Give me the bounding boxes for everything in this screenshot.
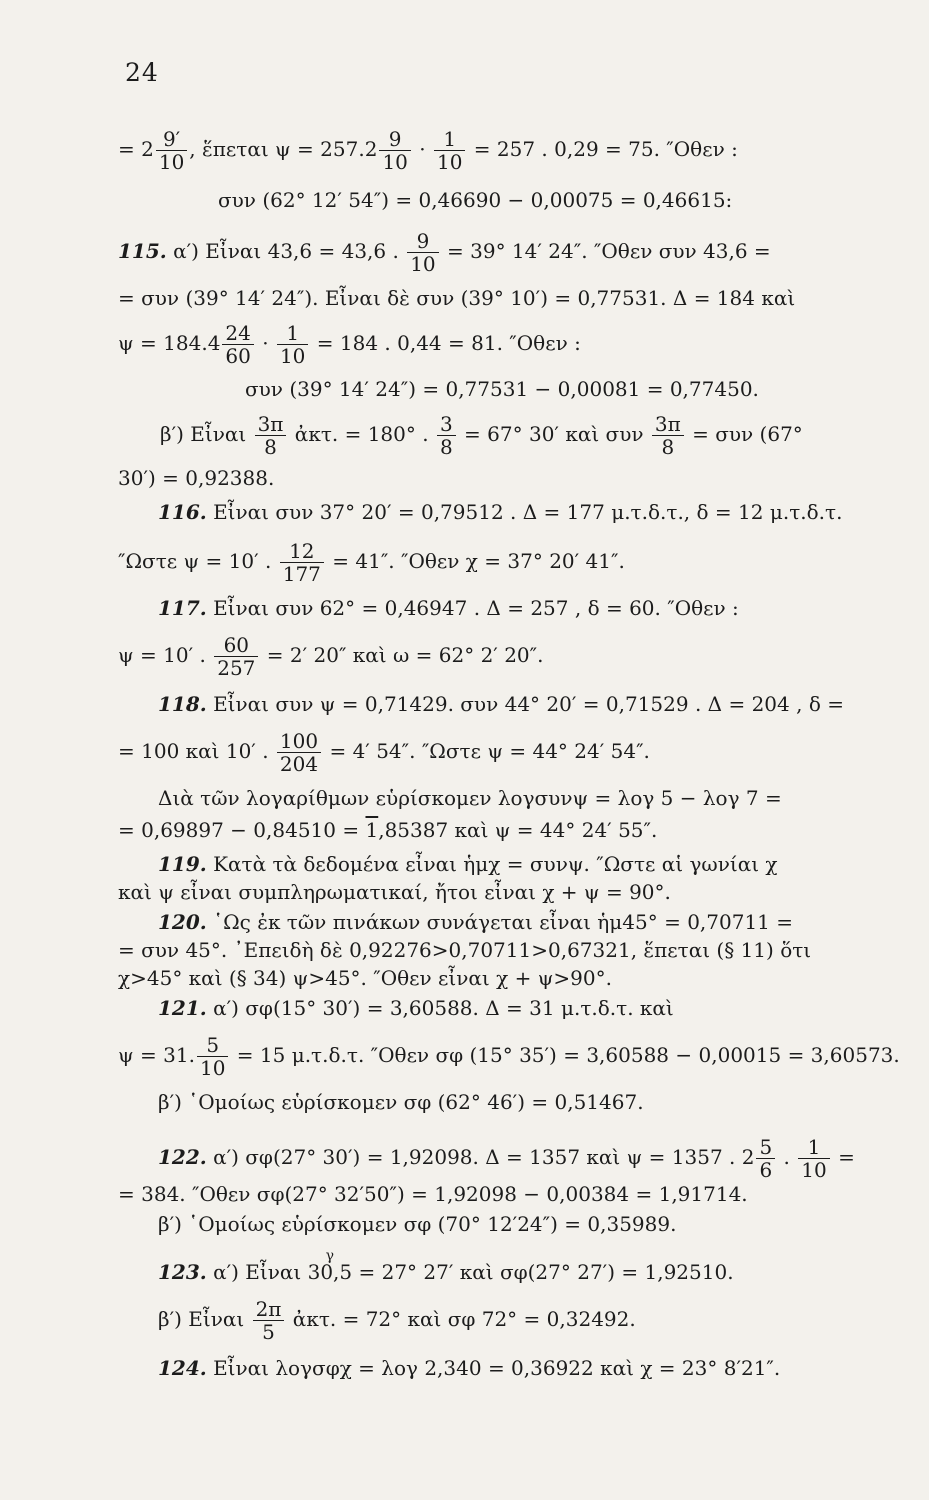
fraction: $\frac{1}{10}$	[434, 128, 465, 173]
fraction: $\frac{5}{6}$	[756, 1136, 775, 1181]
line-16: = 0,69897 − 0,84510 = 1,85387 καὶ ψ = 44° 24′ 55″.	[118, 818, 658, 842]
line-10: ″Ωστε ψ = 10′ . $\frac{12}{177}$ = 41″. ″Οθεν χ = 37° 20′ 41″.	[118, 539, 625, 586]
exercise-number: 118.	[158, 692, 207, 716]
line-21: χ>45° καὶ (§ 34) ψ>45°. ″Οθεν εἶναι χ + ψ>90°.	[118, 966, 612, 990]
line-18: καὶ ψ εἶναι συμπληρωματικαί, ἤτοι εἶναι χ + ψ = 90°.	[118, 880, 671, 904]
line-7: β′) Εἶναι $\frac{3\pi}{8}$ ἀκτ. = 180° . $\frac{3}{8}$ = 67° 30′ καὶ συν $\frac{3\pi}{8}$ = συν (67°	[160, 412, 803, 459]
fraction: $\frac{1}{10}$	[798, 1136, 829, 1181]
line-26: = 384. ″Οθεν σφ(27° 32′50″) = 1,92098 − 0,00384 = 1,91714.	[118, 1182, 748, 1206]
line-6: συν (39° 14′ 24″) = 0,77531 − 0,00081 = 0,77450.	[245, 377, 759, 401]
line-3: 115. α′) Εἶναι 43,6 = 43,6 . $\frac{9}{10}$ = 39° 14′ 24″. ″Οθεν συν 43,6 =	[118, 229, 771, 276]
line-25: 122. α′) σφ(27° 30′) = 1,92098. Δ = 1357 καὶ ψ = 1357 . 2 $\frac{5}{6}$ . $\frac{1}{10}$ =	[158, 1135, 855, 1182]
line-24: β′) ῾Ομοίως εὑρίσκομεν σφ (62° 46′) = 0,51467.	[158, 1090, 644, 1114]
fraction: $\frac{100}{204}$	[277, 730, 321, 775]
line-19: 120. ῾Ως ἐκ τῶν πινάκων συνάγεται εἶναι ἡμ45° = 0,70711 =	[158, 910, 794, 934]
exercise-number: 116.	[158, 500, 207, 524]
text: = 2	[118, 137, 154, 161]
line-13: 118. Εἶναι συν ψ = 0,71429. συν 44° 20′ = 0,71529 . Δ = 204 , δ =	[158, 692, 844, 716]
line-11: 117. Εἶναι συν 62° = 0,46947 . Δ = 257 , δ = 60. ″Οθεν :	[158, 596, 739, 620]
line-22: 121. α′) σφ(15° 30′) = 3,60588. Δ = 31 μ.τ.δ.τ. καὶ	[158, 996, 674, 1020]
line-17: 119. Κατὰ τὰ δεδομένα εἶναι ἡμχ = συνψ. ″Ωστε αἱ γωνίαι χ	[158, 852, 778, 876]
fraction: $\frac{9}{10}$	[407, 230, 438, 275]
fraction: $\frac{3}{8}$	[437, 413, 456, 458]
text: , ἕπεται ψ = 257.2	[189, 137, 378, 161]
fraction: $\frac{3\pi}{8}$	[652, 413, 684, 458]
line-12: ψ = 10′ . $\frac{60}{257}$ = 2′ 20″ καὶ ω = 62° 2′ 20″.	[118, 633, 544, 680]
line-1: = 2 $\frac{9'}{10}$ , ἕπεται ψ = 257.2 $\frac{9}{10}$ · $\frac{1}{10}$ = 257 . 0,29 = 75. ″Οθεν :	[118, 127, 738, 174]
line-28: 123. α′) Εἶναι γ 30,5 = 27° 27′ καὶ σφ(27° 27′) = 1,92510.	[158, 1248, 734, 1284]
line-23: ψ = 31. $\frac{5}{10}$ = 15 μ.τ.δ.τ. ″Οθεν σφ (15° 35′) = 3,60588 − 0,00015 = 3,60573.	[118, 1033, 900, 1080]
fraction: $\frac{1}{10}$	[277, 322, 308, 367]
line-27: β′) ῾Ομοίως εὑρίσκομεν σφ (70° 12′24″) = 0,35989.	[158, 1212, 677, 1236]
fraction: $\frac{5}{10}$	[197, 1034, 228, 1079]
line-30: 124. Εἶναι λογσφχ = λογ 2,340 = 0,36922 καὶ χ = 23° 8′21″.	[158, 1356, 781, 1380]
line-14: = 100 καὶ 10′ . $\frac{100}{204}$ = 4′ 54″. ″Ωστε ψ = 44° 24′ 54″.	[118, 729, 650, 776]
exercise-number: 117.	[158, 596, 207, 620]
exercise-number: 121.	[158, 996, 207, 1020]
text: = 257 . 0,29 = 75. ″Οθεν :	[467, 137, 738, 161]
fraction: $\frac{3\pi}{8}$	[255, 413, 287, 458]
line-9: 116. Εἶναι συν 37° 20′ = 0,79512 . Δ = 177 μ.τ.δ.τ., δ = 12 μ.τ.δ.τ.	[158, 500, 843, 524]
line-4: = συν (39° 14′ 24″). Εἶναι δὲ συν (39° 10′) = 0,77531. Δ = 184 καὶ	[118, 286, 796, 310]
exercise-number: 124.	[158, 1356, 207, 1380]
line-20: = συν 45°. ᾿Επειδὴ δὲ 0,92276>0,70711>0,67321, ἕπεται (§ 11) ὅτι	[118, 938, 812, 962]
page-number: 24	[125, 58, 159, 87]
fraction: $\frac{12}{177}$	[280, 540, 324, 585]
line-2: συν (62° 12′ 54″) = 0,46690 − 0,00075 = 0,46615:	[218, 188, 733, 212]
exercise-number: 122.	[158, 1145, 207, 1169]
exercise-number: 115.	[118, 239, 167, 263]
fraction: $\frac{9'}{10}$	[156, 128, 187, 173]
line-15: Διὰ τῶν λογαρίθμων εὑρίσκομεν λογσυνψ = λογ 5 − λογ 7 =	[158, 786, 782, 810]
line-5: ψ = 184.4 $\frac{24}{60}$ · $\frac{1}{10}$ = 184 . 0,44 = 81. ″Οθεν :	[118, 321, 581, 368]
exercise-number: 123.	[158, 1260, 207, 1284]
line-8: 30′) = 0,92388.	[118, 466, 275, 490]
fraction: $\frac{2\pi}{5}$	[253, 1298, 285, 1343]
fraction: $\frac{24}{60}$	[222, 322, 253, 367]
fraction: $\frac{60}{257}$	[214, 634, 258, 679]
exercise-number: 119.	[158, 852, 207, 876]
exercise-number: 120.	[158, 910, 207, 934]
bar-digit: 1	[365, 818, 379, 842]
line-29: β′) Εἶναι $\frac{2\pi}{5}$ ἀκτ. = 72° καὶ σφ 72° = 0,32492.	[158, 1297, 636, 1344]
fraction: $\frac{9}{10}$	[379, 128, 410, 173]
